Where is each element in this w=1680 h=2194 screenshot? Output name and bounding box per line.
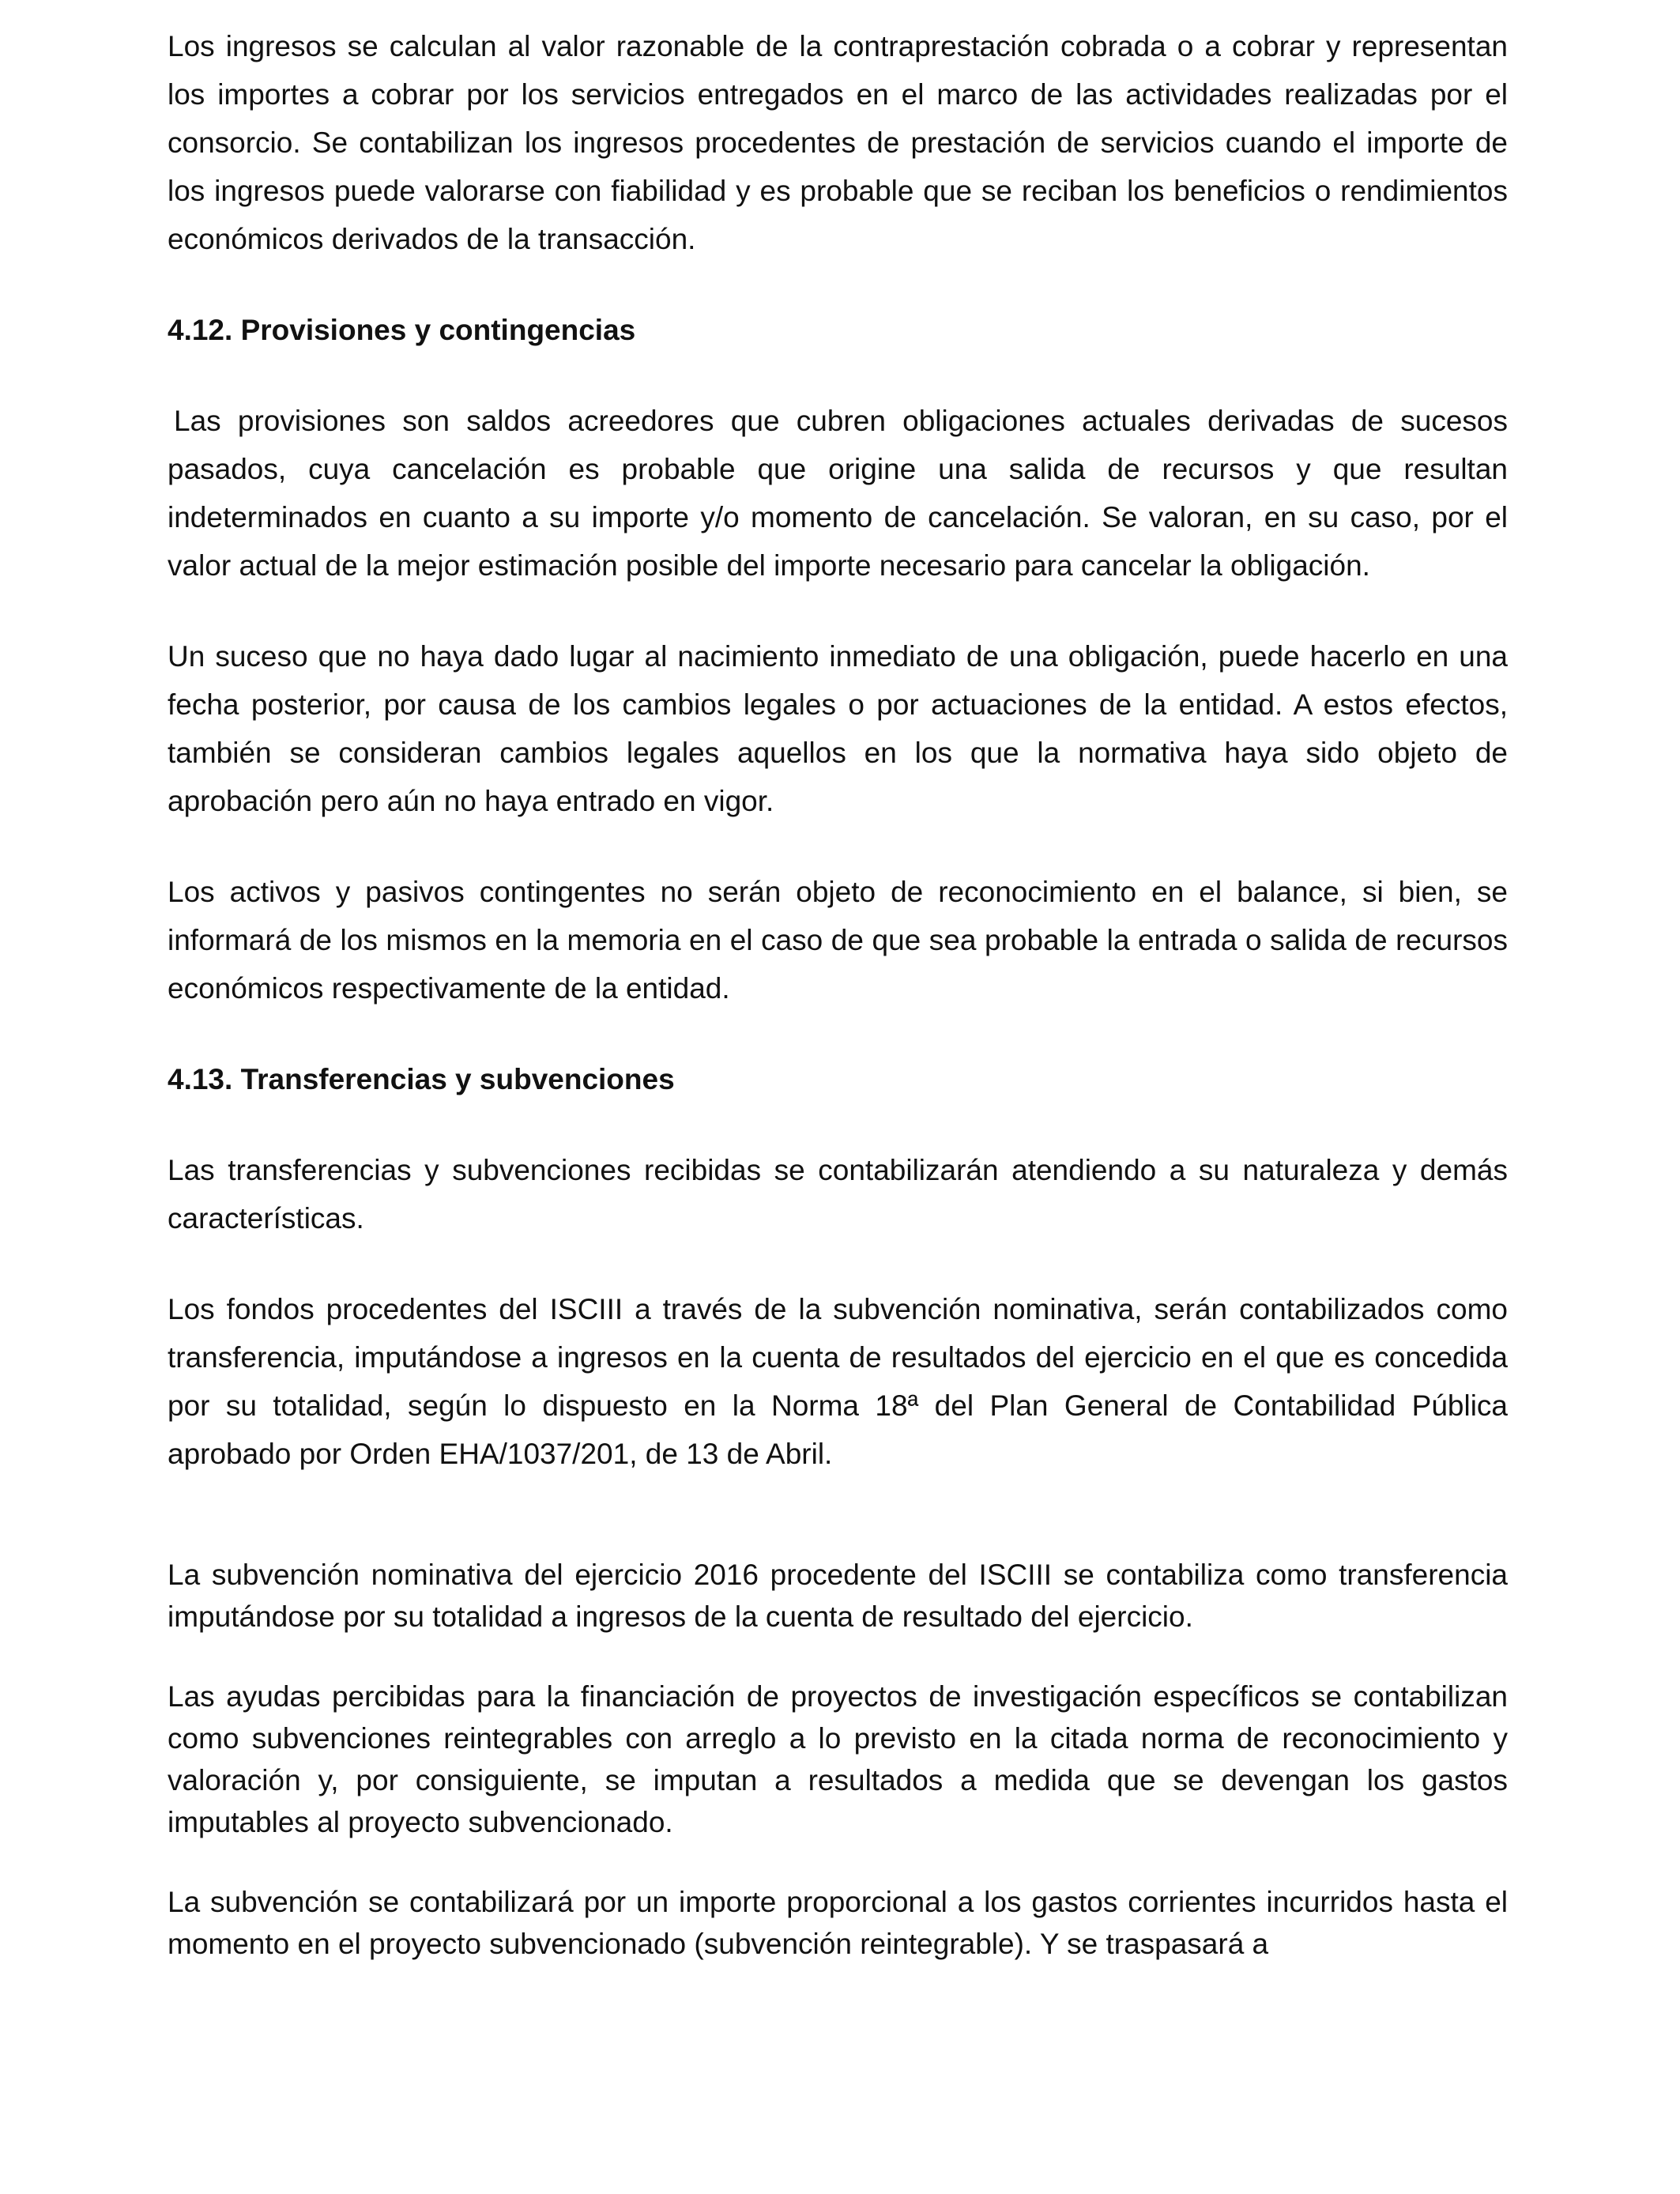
paragraph-subvencion-nominativa: La subvención nominativa del ejercicio 2016 procedente del ISCIII se contabiliza como transferencia imputándose por su totalidad a ingresos de la cuenta de resultado del ejercicio. <box>168 1559 1508 1633</box>
paragraph-ingresos: Los ingresos se calculan al valor razonable de la contraprestación cobrada o a cobrar y representan los importes a cobrar por los servicios entregados en el marco de las actividades realizadas por el consorcio. Se contabilizan los ingresos procedentes de prestación de servicios cuando el importe de los ingresos puede valorarse con fiabilidad y es probable que se reciban los beneficios o rendimientos económicos derivados de la transacción. <box>168 30 1508 255</box>
paragraph-subvencion-contabilizara: La subvención se contabilizará por un importe proporcional a los gastos corrientes incurridos hasta el momento en el proyecto subvencionado (subvención reintegrable). Y se traspasará a <box>168 1886 1508 1960</box>
section-heading-4-13: 4.13. Transferencias y subvenciones <box>168 1063 675 1095</box>
paragraph-provisiones: Las provisiones son saldos acreedores que cubren obligaciones actuales derivadas de sucesos pasados, cuya cancelación es probable que origine una salida de recursos y que resultan indeterminados en cuanto a su importe y/o momento de cancelación. Se valoran, en su caso, por el valor actual de la mejor estimación posible del importe necesario para cancelar la obligación. <box>168 405 1508 582</box>
paragraph-transferencias: Las transferencias y subvenciones recibidas se contabilizarán atendiendo a su naturaleza y demás características. <box>168 1154 1508 1235</box>
paragraph-fondos-isciii: Los fondos procedentes del ISCIII a través de la subvención nominativa, serán contabilizados como transferencia, imputándose a ingresos en la cuenta de resultados del ejercicio en el que es concedida por su totalidad, según lo dispuesto en la Norma 18ª del Plan General de Contabilidad Pública aprobado por Orden EHA/1037/201, de 13 de Abril. <box>168 1293 1508 1470</box>
document-page <box>168 22 1508 1965</box>
section-heading-4-12: 4.12. Provisiones y contingencias <box>168 314 636 346</box>
paragraph-suceso: Un suceso que no haya dado lugar al nacimiento inmediato de una obligación, puede hacerlo en una fecha posterior, por causa de los cambios legales o por actuaciones de la entidad. A estos efectos, también se consideran cambios legales aquellos en los que la normativa haya sido objeto de aprobación pero aún no haya entrado en vigor. <box>168 640 1508 817</box>
paragraph-ayudas: Las ayudas percibidas para la financiación de proyectos de investigación específicos se contabilizan como subvenciones reintegrables con arreglo a lo previsto en la citada norma de reconocimiento y valoración y, por consiguiente, se imputan a resultados a medida que se devengan los gastos imputables al proyecto subvencionado. <box>168 1680 1508 1838</box>
paragraph-contingentes: Los activos y pasivos contingentes no serán objeto de reconocimiento en el balance, si bien, se informará de los mismos en la memoria en el caso de que sea probable la entrada o salida de recursos económicos respectivamente de la entidad. <box>168 876 1508 1005</box>
